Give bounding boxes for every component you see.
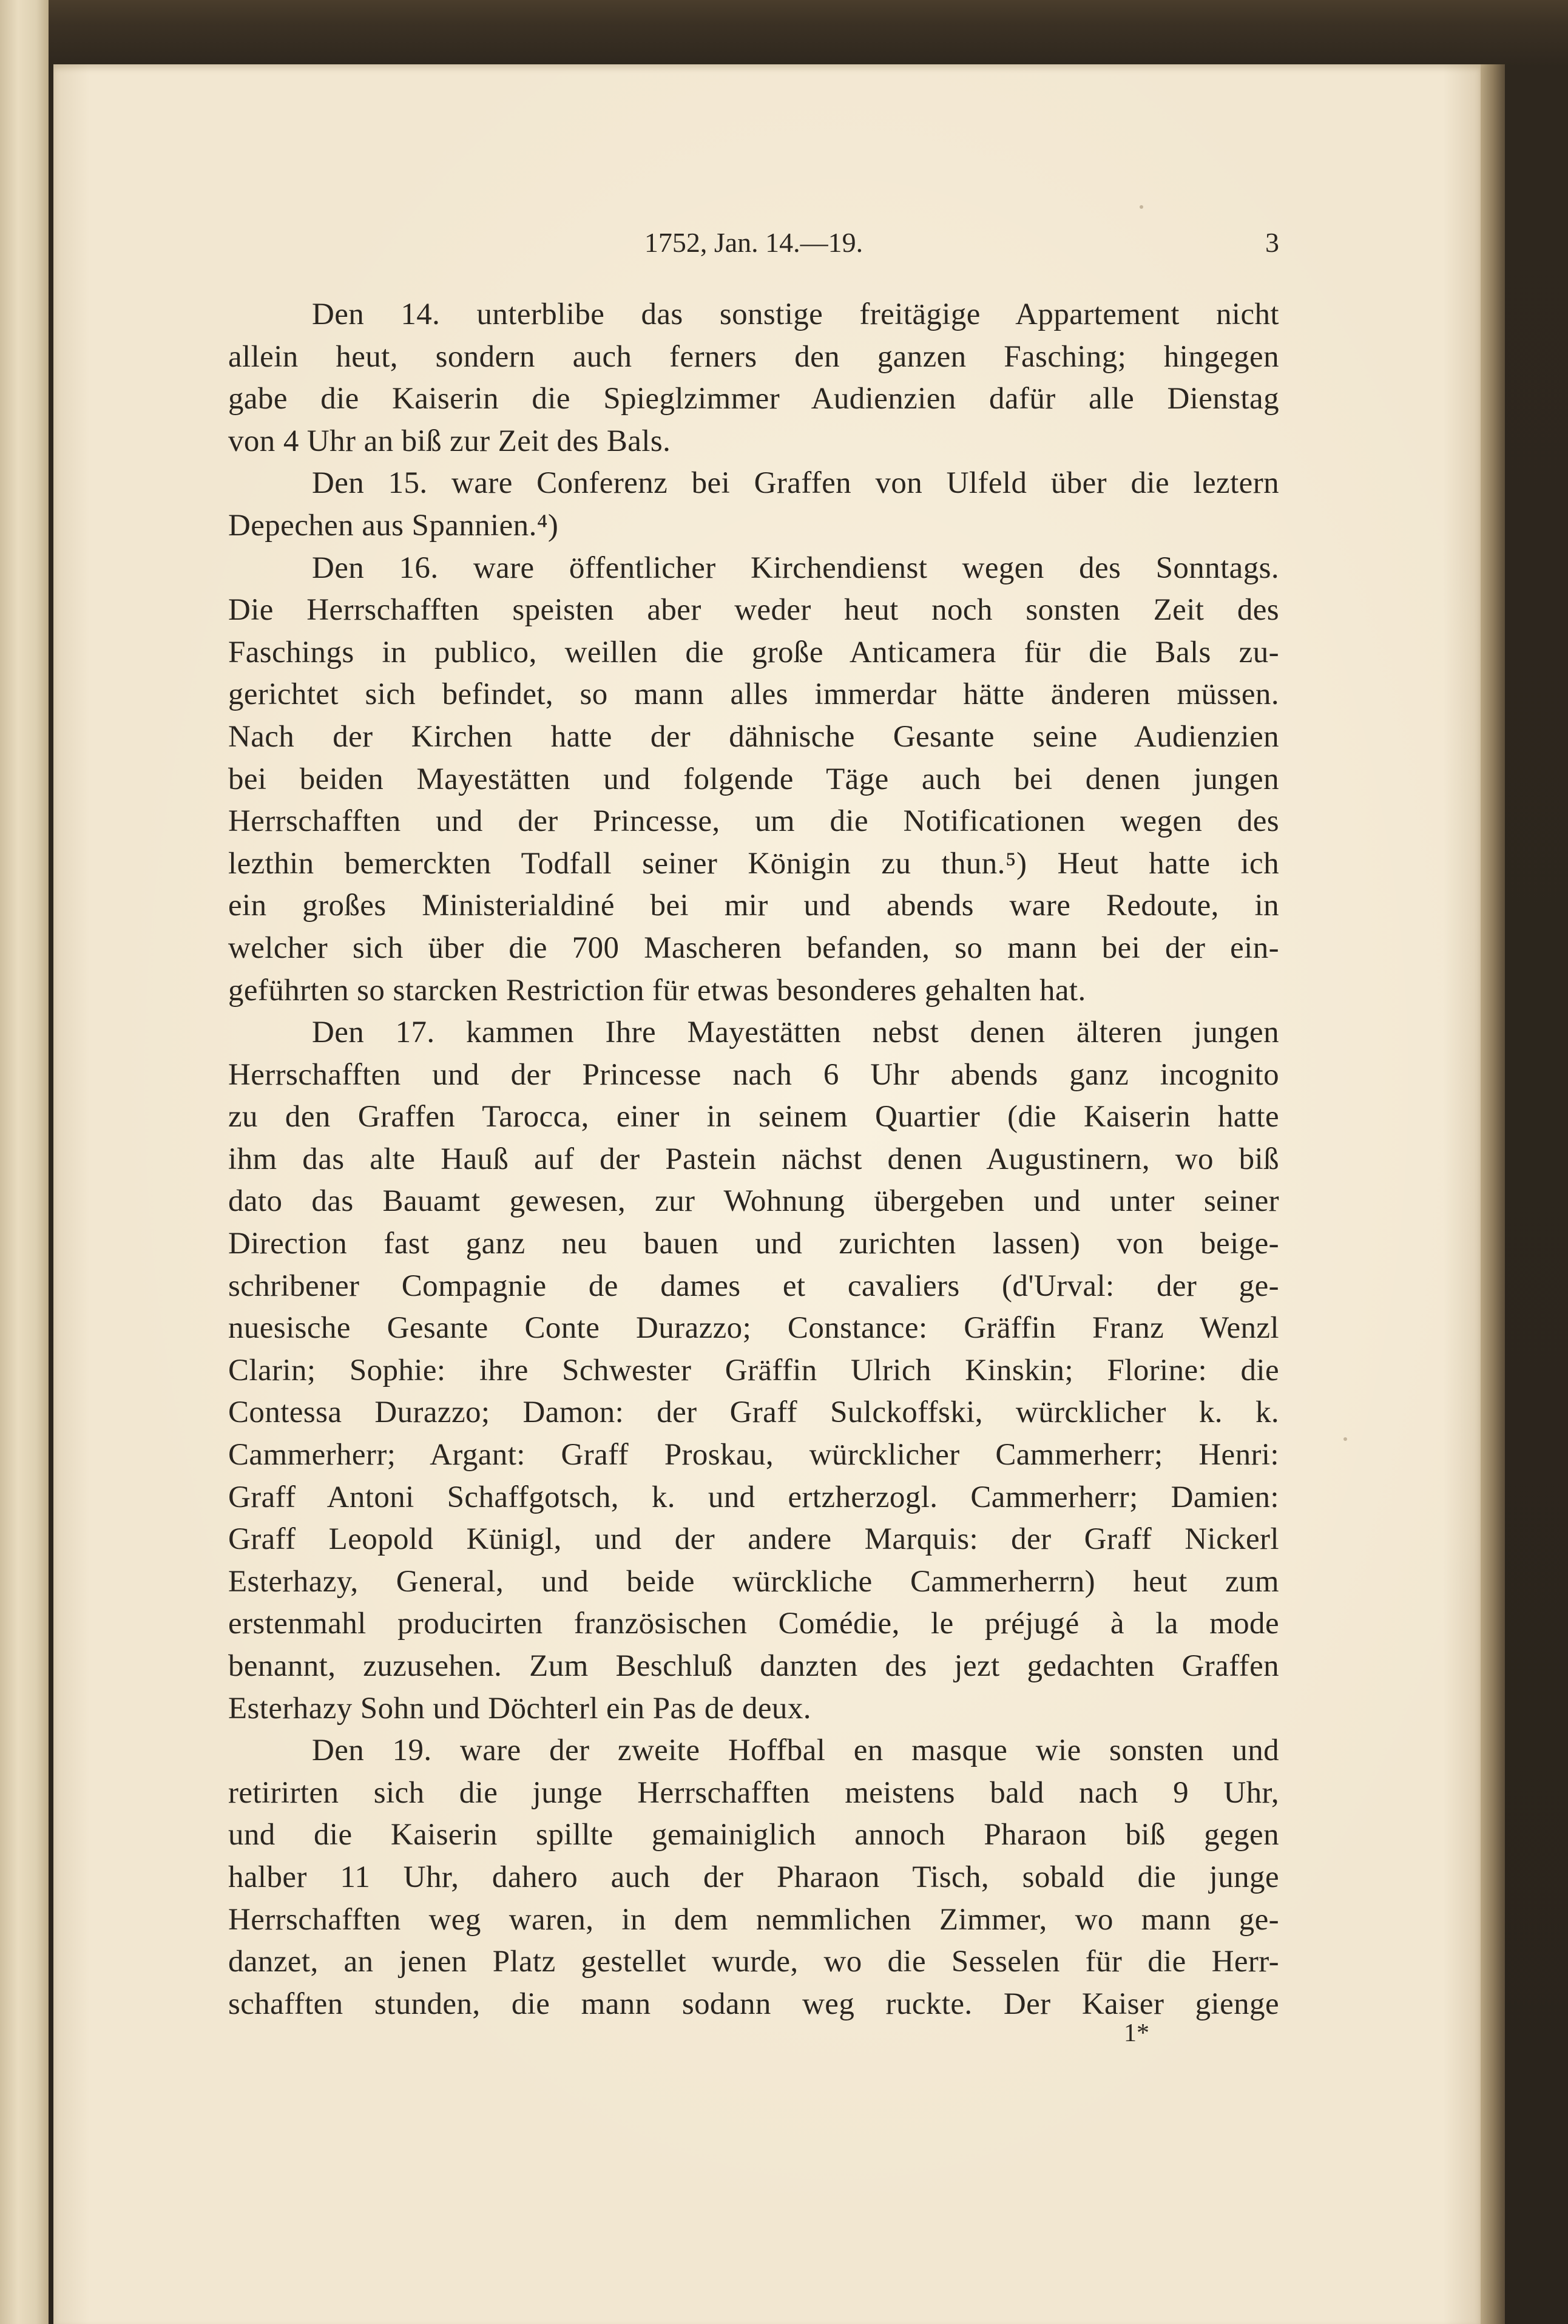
- text-line: gerichtet sich befindet, so mann alles immerdar hätte änderen müssen.: [228, 677, 1279, 712]
- text-line: erstenmahl producirten französischen Comédie, le préjugé à la mode: [228, 1607, 1279, 1641]
- body-text: [228, 294, 1279, 2025]
- text-line: und die Kaiserin spillte gemainiglich annoch Pharaon biß gegen: [228, 1818, 1279, 1852]
- text-line: Den 16. ware öffentlicher Kirchendienst wegen des Sonntags.: [312, 551, 1279, 585]
- text-line: Herrschafften und der Princesse, um die Notificationen wegen des: [228, 804, 1279, 839]
- text-line: Graff Antoni Schaffgotsch, k. und ertzherzogl. Cammerherr; Damien:: [228, 1480, 1279, 1514]
- text-line: Esterhazy Sohn und Döchterl ein Pas de deux.: [228, 1691, 811, 1726]
- text-line: benannt, zuzusehen. Zum Beschluß danzten des jezt gedachten Graffen: [228, 1649, 1279, 1683]
- left-binding-edge: [0, 0, 49, 2324]
- text-line: Direction fast ganz neu bauen und zurichten lassen) von beige-: [228, 1227, 1279, 1261]
- text-line: bei beiden Mayestätten und folgende Täge auch bei denen jungen: [228, 762, 1279, 796]
- text-line: schafften stunden, die mann sodann weg ruckte. Der Kaiser gienge: [228, 1987, 1279, 2021]
- running-header: [228, 225, 1279, 261]
- text-line: dato das Bauamt gewesen, zur Wohnung übergeben und unter seiner: [228, 1184, 1279, 1219]
- text-line: Cammerherr; Argant: Graff Proskau, würcklicher Cammerherr; Henri:: [228, 1438, 1279, 1472]
- text-line: Graff Leopold Künigl, und der andere Marquis: der Graff Nickerl: [228, 1522, 1279, 1557]
- text-line: ein großes Ministerialdiné bei mir und abends ware Redoute, in: [228, 889, 1279, 923]
- text-line: Den 17. kammen Ihre Mayestätten nebst denen älteren jungen: [312, 1015, 1279, 1050]
- text-line: halber 11 Uhr, dahero auch der Pharaon Tisch, sobald die junge: [228, 1860, 1279, 1894]
- signature-mark: 1*: [1124, 2019, 1149, 2047]
- paper-speck: [1343, 1437, 1347, 1441]
- right-page-edge: [1481, 64, 1505, 2324]
- text-line: von 4 Uhr an biß zur Zeit des Bals.: [228, 424, 671, 458]
- text-line: danzet, an jenen Platz gestellet wurde, wo die Sesselen für die Herr-: [228, 1945, 1279, 1979]
- text-line: lezthin bemerckten Todfall seiner Königin zu thun.⁵) Heut hatte ich: [228, 846, 1279, 881]
- text-line: zu den Graffen Tarocca, einer in seinem Quartier (die Kaiserin hatte: [228, 1100, 1279, 1134]
- text-line: Nach der Kirchen hatte der dähnische Gesante seine Audienzien: [228, 719, 1279, 754]
- running-title: 1752, Jan. 14.—19.: [644, 227, 863, 258]
- text-line: Den 19. ware der zweite Hoffbal en masque wie sonsten und: [312, 1733, 1279, 1768]
- text-line: Den 15. ware Conferenz bei Graffen von Ulfeld über die leztern: [312, 466, 1279, 501]
- text-line: Herrschafften und der Princesse nach 6 Uhr abends ganz incognito: [228, 1057, 1279, 1092]
- text-line: Esterhazy, General, und beide würckliche Cammerherrn) heut zum: [228, 1564, 1279, 1599]
- text-line: Faschings in publico, weillen die große Anticamera für die Bals zu-: [228, 635, 1279, 669]
- text-line: ihm das alte Hauß auf der Pastein nächst denen Augustinern, wo biß: [228, 1142, 1279, 1176]
- text-line: schribener Compagnie de dames et cavaliers (d'Urval: der ge-: [228, 1269, 1279, 1303]
- text-line: Depechen aus Spannien.⁴): [228, 508, 559, 543]
- text-line: Herrschafften weg waren, in dem nemmlichen Zimmer, wo mann ge-: [228, 1902, 1279, 1937]
- text-line: nuesische Gesante Conte Durazzo; Constance: Gräffin Franz Wenzl: [228, 1311, 1279, 1346]
- text-line: retirirten sich die junge Herrschafften meistens bald nach 9 Uhr,: [228, 1775, 1279, 1810]
- text-line: Clarin; Sophie: ihre Schwester Gräffin Ulrich Kinskin; Florine: die: [228, 1353, 1279, 1387]
- text-line: Den 14. unterblibe das sonstige freitägige Appartement nicht: [312, 297, 1279, 331]
- text-line: Die Herrschafften speisten aber weder heut noch sonsten Zeit des: [228, 593, 1279, 628]
- text-line: welcher sich über die 700 Mascheren befanden, so mann bei der ein-: [228, 930, 1279, 965]
- text-line: Contessa Durazzo; Damon: der Graff Sulckoffski, würcklicher k. k.: [228, 1395, 1279, 1430]
- page-number: 3: [1265, 227, 1279, 258]
- text-line: gabe die Kaiserin die Spieglzimmer Audienzien dafür alle Dienstag: [228, 382, 1279, 416]
- paper-speck: [1140, 205, 1143, 209]
- text-line: geführten so starcken Restriction für etwas besonderes gehalten hat.: [228, 973, 1086, 1008]
- text-line: allein heut, sondern auch ferners den ganzen Fasching; hingegen: [228, 339, 1279, 374]
